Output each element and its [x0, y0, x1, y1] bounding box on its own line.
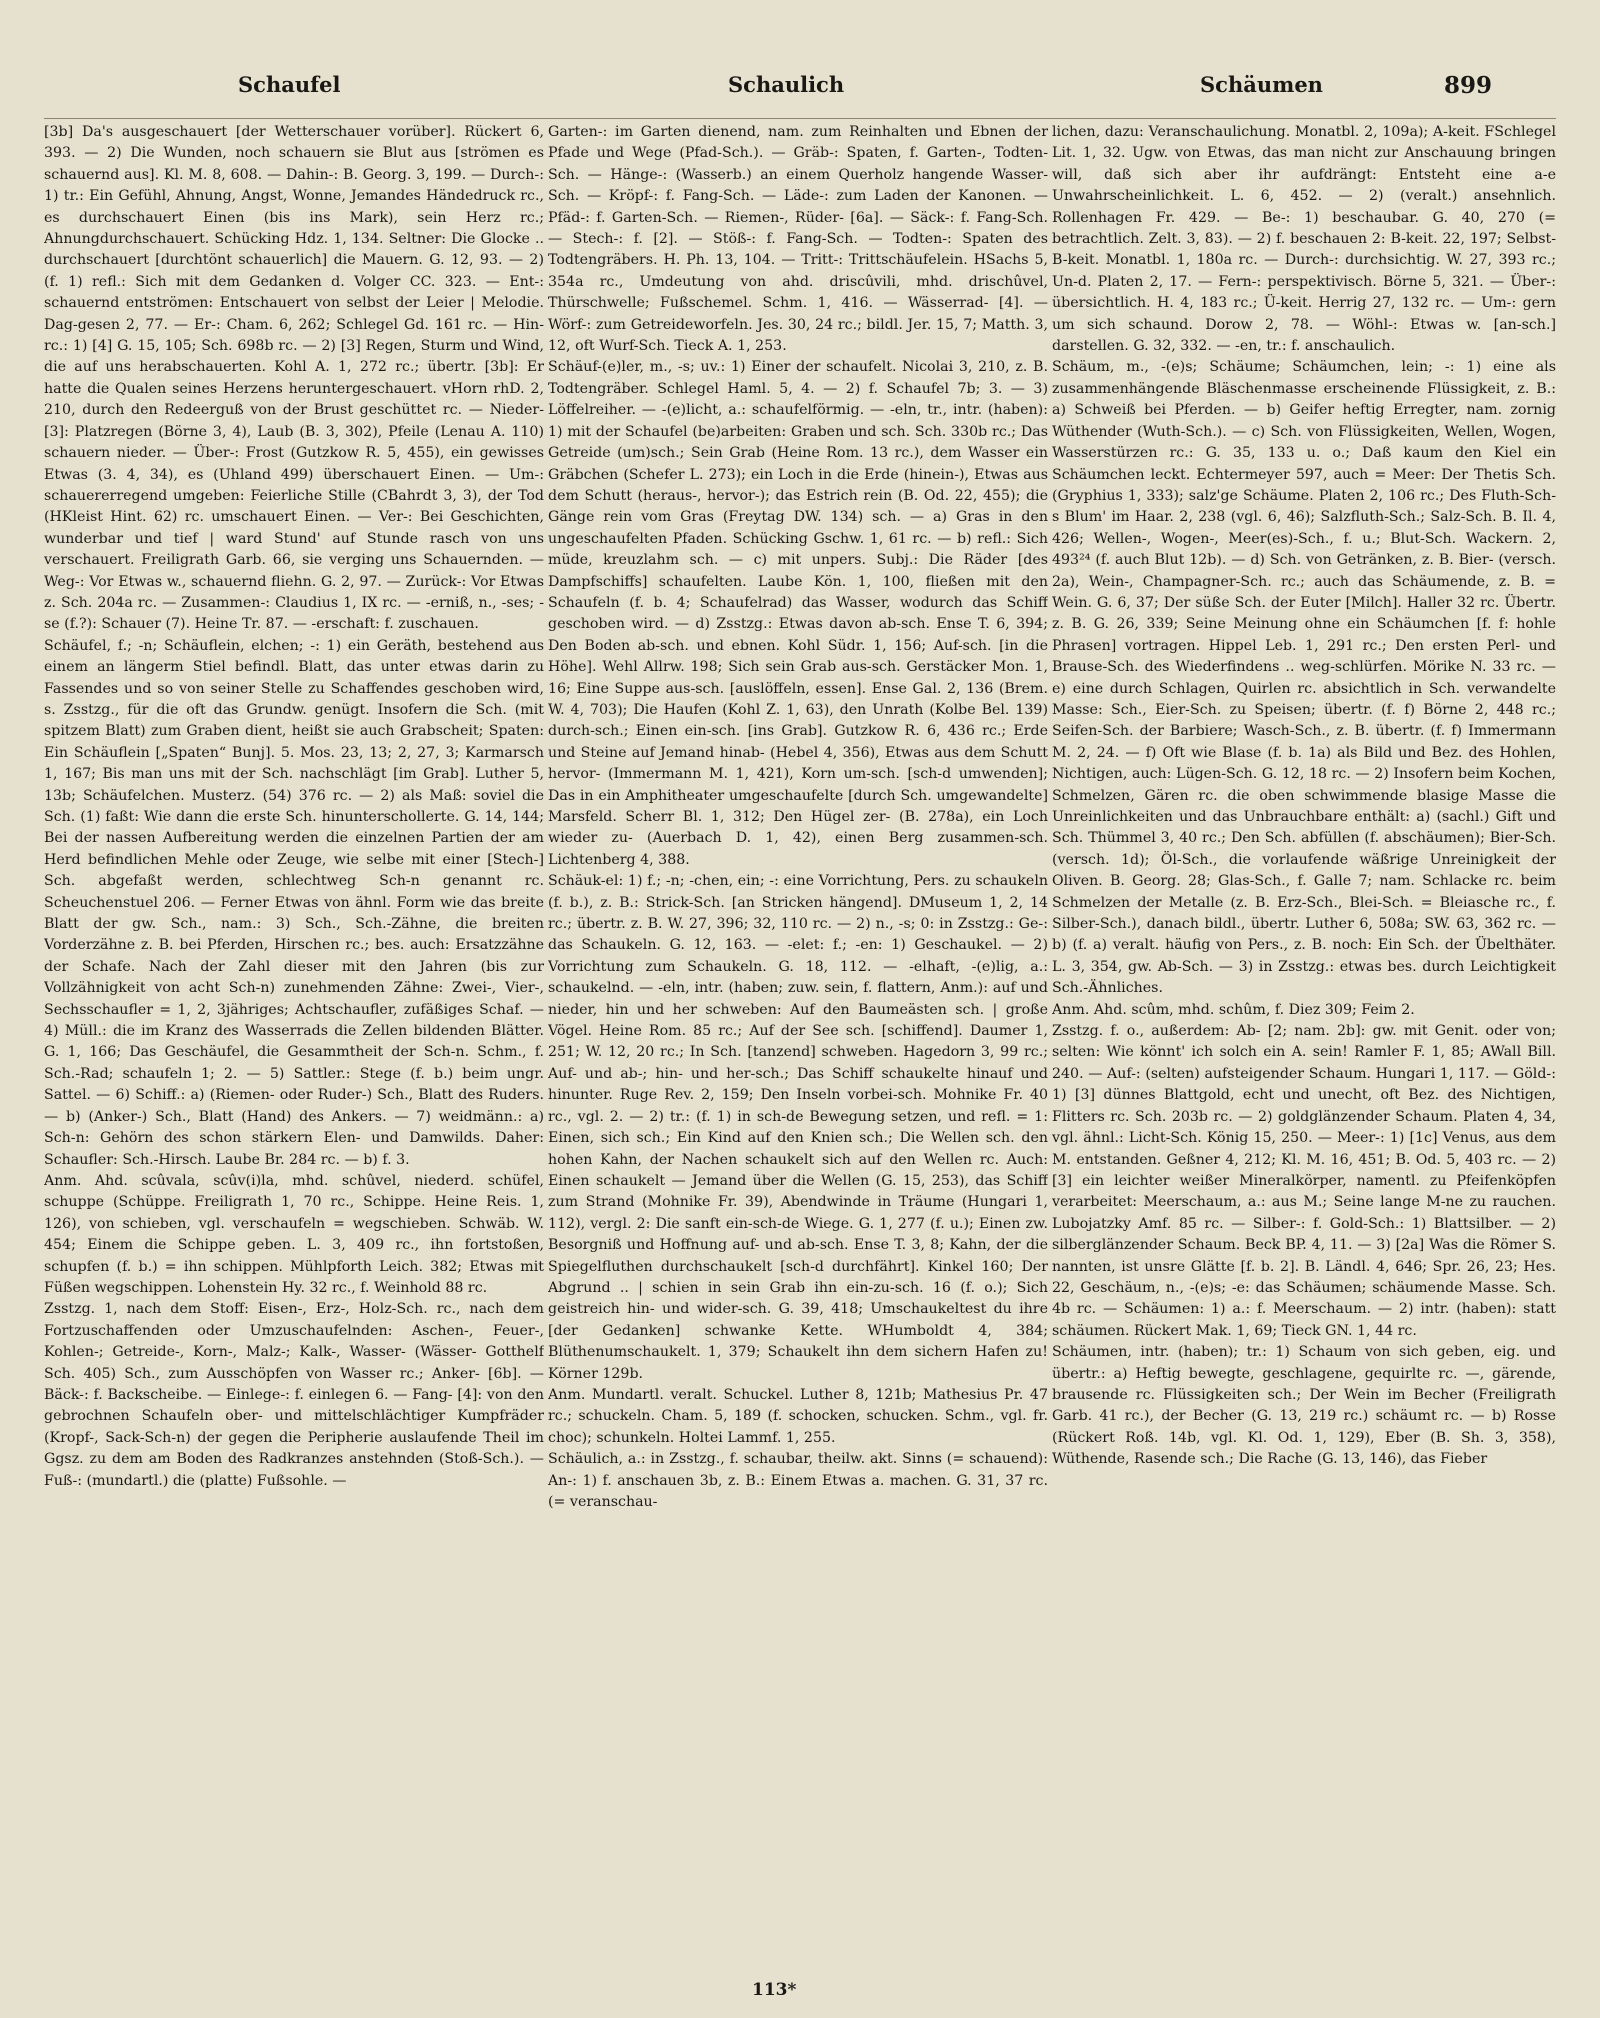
header-right-word: Schäumen	[1200, 72, 1323, 97]
signature-mark: 113*	[752, 1980, 797, 2000]
paragraph: Schäuk-el: 1) f.; -n; -chen, ein; -: eine Vorrichtung, Pers. zu schaukeln (f. b.), z. B.: Strick-Sch. [an Stricken hängend]. DMuseum 1, 2, 14 rc.; übertr. z. B. W. 27, 396; 32, 110 rc. — 2) n., -s; 0: in Zsstzg.: Ge-: das Schaukeln. G. 12, 163. — -elet: f.; -en: 1) Geschaukel. — 2) Vorrichtung zum Schaukeln. G. 18, 112. — -elhaft, -(e)lig, a.: schaukelnd. — -eln, intr. (haben; zuw. sein, f. flattern, Anm.): auf und nieder, hin und her schweben: Auf den Baumeästen sch. | große Vögel. Heine Rom. 85 rc.; Auf der See sch. [schiffend]. Daumer 1, 251; W. 12, 20 rc.; In Sch. [tanzend] schweben. Hagedorn 3, 99 rc.; Auf- und ab-; hin- und her-sch.; Das Schiff schaukelte hinauf und hinunter. Ruge Rev. 2, 159; Den Inseln vorbei-sch. Mohnike Fr. 40 rc., vgl. 2. — 2) tr.: (f. 1) in sch-de Bewegung setzen, und refl. = 1: Einen, sich sch.; Ein Kind auf den Knien sch.; Die Wellen sch. den hohen Kahn, der Nachen schaukelt sich auf den Wellen rc. Auch: Einen schaukelt — Jemand über die Wellen (G. 15, 253), das Schiff zum Strand (Mohnike Fr. 39), Abendwinde in Träume (Hungari 1, 112), vergl. 2: Die sanft ein-sch-de Wiege. G. 1, 277 (f. u.); Einen zw. Besorgniß und Hoffnung auf- und ab-sch. Ense T. 3, 8; Kahn, der die Spiegelfluthen durchschaukelt [sch-d durchfährt]. Kinkel 160; Der Abgrund .. | schien in sein Grab ihn ein-zu-sch. 16 (f. o.); Sich geistreich hin- und wider-sch. G. 39, 418; Umschaukeltest du ihre [der Gedanken] schwanke Kette. WHumboldt 4, 384; Blüthenumschaukelt. 1, 379; Schaukelt ihn dem sichern Hafen zu! Körner 129b.	[548, 873, 1048, 1382]
paragraph: Schäulich, a.: in Zsstzg., f. schaubar, theilw. akt. Sinns (= schauend): An-: 1) f. anschauen 3b, z. B.: Einem Etwas a. machen. G. 31, 37 rc. (= veranschau-	[548, 1451, 1048, 1510]
paragraph: Schäum, m., -(e)s; Schäume; Schäumchen, lein; -: 1) eine als zusammenhängende Bläschenmasse erscheinende Flüssigkeit, z. B.: a) Schweiß bei Pferden. — b) Geifer heftig Erregter, nam. zornig Wüthender (Wuth-Sch.). — c) Sch. von Flüssigkeiten, Wellen, Wogen, Wasserstürzen rc.: G. 35, 133 u. o.; Daß kaum den Kiel ein Schäumchen leckt. Echtermeyer 597, auch = Meer: Der Thetis Sch. (Gryphius 1, 333); salz'ge Schäume. Platen 2, 106 rc.; Des Fluth-Sch-s Blum' im Haar. 2, 238 (vgl. 6, 46); Salzfluth-Sch.; Salz-Sch. B. Il. 4, 426; Wellen-, Wogen-, Meer(es)-Sch., f. u.; Blut-Sch. Wackern. 2, 493²⁴ (f. auch Blut 12b). — d) Sch. von Getränken, z. B. Bier- (versch. 2a), Wein-, Champagner-Sch. rc.; auch das Schäumende, z. B. = Wein. G. 6, 37; Der süße Sch. der Euter [Milch]. Haller 32 rc. Übertr. z. B. G. 26, 339; Seine Meinung ohne ein Schäumchen [f. f: hohle Phrasen] vortragen. Hippel Leb. 1, 291 rc.; Den ersten Perl- und Brause-Sch. des Wiederfindens .. weg-schlürfen. Mörike N. 33 rc. — e) eine durch Schlagen, Quirlen rc. absichtlich in Sch. verwandelte Masse: Sch., Eier-Sch. zu Speisen; übertr. (f. f) Börne 2, 448 rc.; Seifen-Sch. der Barbiere; Wasch-Sch., z. B. übertr. (f. f) Immermann M. 2, 24. — f) Oft wie Blase (f. b. 1a) als Bild und Bez. des Hohlen, Nichtigen, auch: Lügen-Sch. G. 12, 18 rc. — 2) Insofern beim Kochen, Schmelzen, Gären rc. die oben schwimmende blasige Masse die Unreinlichkeiten und das Unbrauchbare enthält: a) (sachl.) Gift und Sch. Thümmel 3, 40 rc.; Den Sch. abfüllen (f. abschäumen); Bier-Sch. (versch. 1d); Öl-Sch., die vorlaufende wäßrige Unreinigkeit der Oliven. B. Georg. 28; Glas-Sch., f. Galle 7; nam. Schlacke rc. beim Schmelzen der Metalle (z. B. Erz-Sch., Blei-Sch. = Bleiasche rc., f. Silber-Sch.), danach bildl., übertr. Luther 6, 508a; SW. 63, 362 rc. — b) (f. a) veralt. häufig von Pers., z. B. noch: Ein Sch. der Übelthäter. L. 3, 354, gw. Ab-Sch. — 3) in Zsstzg.: etwas bes. durch Leichtigkeit Sch.-Ähnliches.	[1052, 359, 1556, 997]
column-3	[1052, 122, 1556, 1964]
header-center-word: Schaulich	[728, 72, 845, 97]
page-number: 899	[1444, 72, 1493, 99]
paragraph: lichen, dazu: Veranschaulichung. Monatbl. 2, 109a); A-keit. FSchlegel Lit. 1, 32. Ugw. von Etwas, das man nicht zur Anschauung bringen will, daß sich aber ihr aufdrängt: Entsteht eine a-e Unwahrscheinlichkeit. L. 6, 452. — 2) (veralt.) ansehnlich. Rollenhagen Fr. 429. — Be-: 1) beschaubar. G. 40, 270 (= betrachtlich. Zelt. 3, 83). — 2) f. beschauen 2: B-keit. 22, 197; Selbst-B-keit. Monatbl. 1, 180a rc. — Durch-: durchsichtig. W. 27, 393 rc.; Un-d. Platen 2, 17. — Fern-: perspektivisch. Börne 5, 321. — Über-: übersichtlich. H. 4, 183 rc.; Ü-keit. Herrig 27, 132 rc. — Um-: gern um sich schaund. Dorow 2, 78. — Wöhl-: Etwas w. [an-sch.] darstellen. G. 32, 332. — -en, tr.: f. anschaulich.	[1052, 124, 1556, 355]
paragraph: Anm. Mundartl. veralt. Schuckel. Luther 8, 121b; Mathesius Pr. 47 rc.; schuckeln. Cham. 5, 189 (f. schocken, schucken. Schm., vgl. fr. choc); schunkeln. Holtei Lammf. 1, 255.	[548, 1386, 1048, 1446]
paragraph: Anm. Ahd. scûm, mhd. schûm, f. Diez 309; Feim 2.	[1052, 1001, 1415, 1018]
paragraph: Garten-: im Garten dienend, nam. zum Reinhalten und Ebnen der Pfade und Wege (Pfad-Sch.). — Gräb-: Spaten, f. Garten-, Todten-Sch. — Hänge-: (Wasserb.) an einem Querholz hangende Wasser-Sch. — Kröpf-: f. Fang-Sch. — Läde-: zum Laden der Kanonen. — Pfäd-: f. Garten-Sch. — Riemen-, Rüder- [6a]. — Säck-: f. Fang-Sch. — Stech-: f. [2]. — Stöß-: f. Fang-Sch. — Todten-: Spaten des Todtengräbers. H. Ph. 13, 104. — Tritt-: Trittschäufelein. HSachs 5, 354a rc., Umdeutung von ahd. driscûvili, mhd. drischûvel, Thürschwelle; Fußschemel. Schm. 1, 416. — Wässerrad- [4]. — Wörf-: zum Getreideworfeln. Jes. 30, 24 rc.; bildl. Jer. 15, 7; Matth. 3, 12, oft Wurf-Sch. Tieck A. 1, 253.	[548, 124, 1048, 355]
column-2	[548, 122, 1048, 1964]
paragraph: Schäuf-(e)ler, m., -s; uv.: 1) Einer der schaufelt. Nicolai 3, 210, z. B. Todtengräber. Schlegel Haml. 5, 4. — 2) f. Schaufel 7b; 3. — 3) Löffelreiher. — -(e)licht, a.: schaufelförmig. — -eln, tr., intr. (haben): 1) mit der Schaufel (be)arbeiten: Graben und sch. Sch. 330b rc.; Das Getreide (um)sch.; Sein Grab (Heine Rom. 13 rc.), dem Wasser ein Gräbchen (Schefer L. 273); ein Loch in die Erde (hinein-), Etwas aus dem Schutt (heraus-, hervor-); das Estrich rein (B. Od. 22, 455); die Gänge rein vom Gras (Freytag DW. 134) sch. — a) Gras in den ungeschaufelten Pfaden. Schücking Gschw. 1, 61 rc. — b) refl.: Sich müde, kreuzlahm sch. — c) mit unpers. Subj.: Die Räder [des Dampfschiffs] schaufelten. Laube Kön. 1, 100, fließen mit den Schaufeln (f. b. 4; Schaufelrad) das Wasser, wodurch das Schiff geschoben wird. — d) Zsstzg.: Etwas davon ab-sch. Ense T. 6, 394; Den Boden ab-sch. und ebnen. Kohl Südr. 1, 156; Auf-sch. [in die Höhe]. Wehl Allrw. 198; Sich sein Grab aus-sch. Gerstäcker Mon. 1, 16; Eine Suppe aus-sch. [auslöffeln, essen]. Ense Gal. 2, 136 (Brem. W. 4, 703); Die Haufen (Kohl Z. 1, 63), den Unrath (Kolbe Bel. 139) durch-sch.; Einen ein-sch. [ins Grab]. Gutzkow R. 6, 436 rc.; Erde und Steine auf Jemand hinab- (Hebel 4, 356), Etwas aus dem Schutt hervor- (Immermann M. 1, 421), Korn um-sch. [sch-d umwenden]; Das in ein Amphitheater umgeschaufelte [durch Sch. umgewandelte] Marsfeld. Scherr Bl. 1, 312; Den Hügel zer- (B. 278a), ein Loch wieder zu- (Auerbach D. 1, 42), einen Berg zusammen-sch. Lichtenberg 4, 388.	[548, 359, 1048, 868]
paragraph: [3b] Da's ausgeschauert [der Wetterschauer vorüber]. Rückert 6, 393. — 2) Die Wunden, noch schauern sie Blut aus [strömen es schauernd aus]. Kl. M. 8, 608. — Dahin-: B. Georg. 3, 199. — Durch-: 1) tr.: Ein Gefühl, Ahnung, Angst, Wonne, Jemandes Händedruck rc., es durchschauert Einen (bis ins Mark), sein Herz rc.; Ahnungdurchschauert. Schücking Hdz. 1, 134. Seltner: Die Glocke .. durchschauert [durchtönt schauerlich] die Mauern. G. 12, 93. — 2) (f. 1) refl.: Sich mit dem Gedanken d. Volger CC. 323. — Ent-: schauernd entströmen: Entschauert von selbst der Leier | Melodie. Dag-gesen 2, 77. — Er-: Cham. 6, 262; Schlegel Gd. 161 rc. — Hin- rc.: 1) [4] G. 15, 105; Sch. 698b rc. — 2) [3] Regen, Sturm und Wind, die auf uns herabschauerten. Kohl A. 1, 272 rc.; übertr. [3b]: Er hatte die Qualen seines Herzens heruntergeschauert. vHorn rhD. 2, 210, durch den Redeerguß von der Brust geschüttet rc. — Nieder- [3]: Platzregen (Börne 3, 4), Laub (B. 3, 302), Pfeile (Lenau A. 110) schauern nieder. — Über-: Frost (Gutzkow R. 5, 455), ein gewisses Etwas (3. 4, 34), es (Uhland 499) überschauert Einen. — Um-: schauererregend umgeben: Feierliche Stille (CBahrdt 3, 3), der Tod (HKleist Hint. 62) rc. umschauert Einen. — Ver-: Bei Geschichten, wunderbar und tief | ward Stund' auf Stunde rasch von uns verschauert. Freiligrath Garb. 66, sie verging uns Schauernden. — Weg-: Vor Etwas w., schauernd fliehn. G. 2, 97. — Zurück-: Vor Etwas z. Sch. 204a rc. — Zusammen-: Claudius 1, IX rc. — -erniß, n., -ses; -se (f.?): Schauer (7). Heine Tr. 87. — -erschaft: f. zuschauen.	[44, 124, 544, 633]
paragraph: Schäumen, intr. (haben); tr.: 1) Schaum von sich geben, eig. und übertr.: a) Heftig bewegte, geschlagene, gequirlte rc. —, gärende, brausende rc. Flüssigkeiten sch.; Der Wein im Becher (Freiligrath Garb. 41 rc.), der Becher (G. 13, 219 rc.) schäumt rc. — b) Rosse (Rückert Roß. 14b, vgl. Kl. Od. 1, 129), Eber (B. Sh. 3, 358), Wüthende, Rasende sch.; Die Rache (G. 13, 146), das Fieber	[1052, 1344, 1556, 1468]
paragraph: Schäufel, f.; -n; Schäuflein, elchen; -: 1) ein Geräth, bestehend aus einem an längerm Stiel befindl. Blatt, das unter etwas darin zu Fassendes und so von seiner Stelle zu Schaffendes geschoben wird, s. Zsstzg., für die oft das Grundw. genügt. Insofern die Sch. (mit spitzem Blatt) zum Graben dient, heißt sie auch Grabscheit; Spaten: Ein Schäuflein [„Spaten“ Bunj]. 5. Mos. 23, 13; 2, 27, 3; Karmarsch 1, 167; Bis man uns mit der Sch. nachschlägt [im Grab]. Luther 5, 13b; Schäufelchen. Musterz. (54) 376 rc. — 2) als Maß: soviel die Sch. (1) faßt: Wie dann die erste Sch. hinunterschollerte. G. 14, 144; Bei der nassen Aufbereitung werden die einzelnen Partien der am Herd befindlichen Mehle oder Zeuge, wie selbe mit einer [Stech-] Sch. abgefaßt werden, schlechtweg Sch-n genannt rc. Scheuchenstuel 206. — Ferner Etwas von ähnl. Form wie das breite Blatt der gw. Sch., nam.: 3) Sch., Sch.-Zähne, die breiten Vorderzähne z. B. bei Pferden, Hirschen rc.; bes. auch: Ersatzzähne der Schafe. Nach der Zahl dieser mit den Jahren (bis zur Vollzähnigkeit von acht Sch-n) zunehmenden Zähne: Zwei-, Vier-, Sechsschaufler = 1, 2, 3jähriges; Achtschaufler, zufäßiges Schaf. — 4) Müll.: die im Kranz des Wasserrads die Zellen bildenden Blätter. G. 1, 166; Das Geschäufel, die Gesammtheit der Sch-n. Schm., f. Sch.-Rad; schaufeln 1; 2. — 5) Sattler.: Stege (f. b.) beim ungr. Sattel. — 6) Schiff.: a) (Riemen- oder Ruder-) Sch., Blatt des Ruders. — b) (Anker-) Sch., Blatt (Hand) des Ankers. — 7) weidmänn.: a) Sch-n: Gehörn des schon stärkern Elen- und Damwilds. Daher: Schaufler: Sch.-Hirsch. Laube Br. 284 rc. — b) f. 3.	[44, 637, 544, 1168]
header-left-word: Schaufel	[238, 72, 341, 97]
running-header	[0, 72, 1600, 112]
paragraph: Zsstzg. f. o., außerdem: Ab- [2; nam. 2b]: gw. mit Genit. oder von; selten: Wie könnt' ich solch ein A. sein! Ramler F. 1, 85; AWall Bill. 240. — Auf-: (selten) aufsteigender Schaum. Hungari 1, 117. — Göld-: 1) [3] dünnes Blattgold, echt und unecht, oft Bez. des Nichtigen, Flitters rc. Sch. 203b rc. — 2) goldglänzender Schaum. Platen 4, 34, vgl. ähnl.: Licht-Sch. König 15, 250. — Meer-: 1) [1c] Venus, aus dem M. entstanden. Geßner 4, 212; Kl. M. 16, 451; B. Od. 5, 403 rc. — 2) [3] ein leichter weißer Mineralkörper, namentl. zu Pfeifenköpfen verarbeitet: Meerschaum, a.: aus M.; Seine lange M-ne zu rauchen. Lubojatzky Amf. 85 rc. — Silber-: f. Gold-Sch.: 1) Blattsilber. — 2) silberglänzender Schaum. Beck BP. 4, 11. — 3) [2a] Was die Römer S. nannten, ist unsre Glätte [f. b. 2]. B. Ländl. 4, 646; Spr. 26, 23; Hes. 22, Geschäum, n., -(e)s; -e: das Schäumen; schäumende Masse. Sch. 4b rc. — Schäumen: 1) a.: f. Meerschaum. — 2) intr. (haben): statt schäumen. Rückert Mak. 1, 69; Tieck GN. 1, 44 rc.	[1052, 1023, 1556, 1339]
paragraph: Zsstzg. 1, nach dem Stoff: Eisen-, Erz-, Holz-Sch. rc., nach dem Fortzuschaffenden oder Umzuschaufelnden: Aschen-, Feuer-, Kohlen-; Getreide-, Korn-, Malz-; Kalk-, Wasser- (Wässer- Gotthelf Sch. 405) Sch., zum Ausschöpfen von Wasser rc.; Anker- [6b]. — Bäck-: f. Backscheibe. — Einlege-: f. einlegen 6. — Fang- [4]: von den gebrochnen Schaufeln ober- und mittelschlächtiger Kumpfräder (Kropf-, Sack-Sch-n) der gegen die Peripherie auslaufende Theil im Ggsz. zu dem am Boden des Radkranzes anstehnden (Stoß-Sch.). — Fuß-: (mundartl.) die (platte) Fußsohle. —	[44, 1301, 544, 1489]
paragraph: Anm. Ahd. scûvala, scûv(i)la, mhd. schûvel, niederd. schüfel, schuppe (Schüppe. Freiligrath 1, 70 rc., Schippe. Heine Reis. 1, 126), von schieben, vgl. verschaufeln = wegschieben. Schwäb. W. 454; Einem die Schippe geben. L. 3, 409 rc., ihn fortstoßen, schupfen (f. b.) = ihn schippen. Mühlpforth Leich. 382; Etwas mit Füßen wegschippen. Lohenstein Hy. 32 rc., f. Weinhold 88 rc.	[44, 1172, 544, 1296]
header-rule	[44, 118, 1556, 119]
column-1	[44, 122, 544, 1964]
